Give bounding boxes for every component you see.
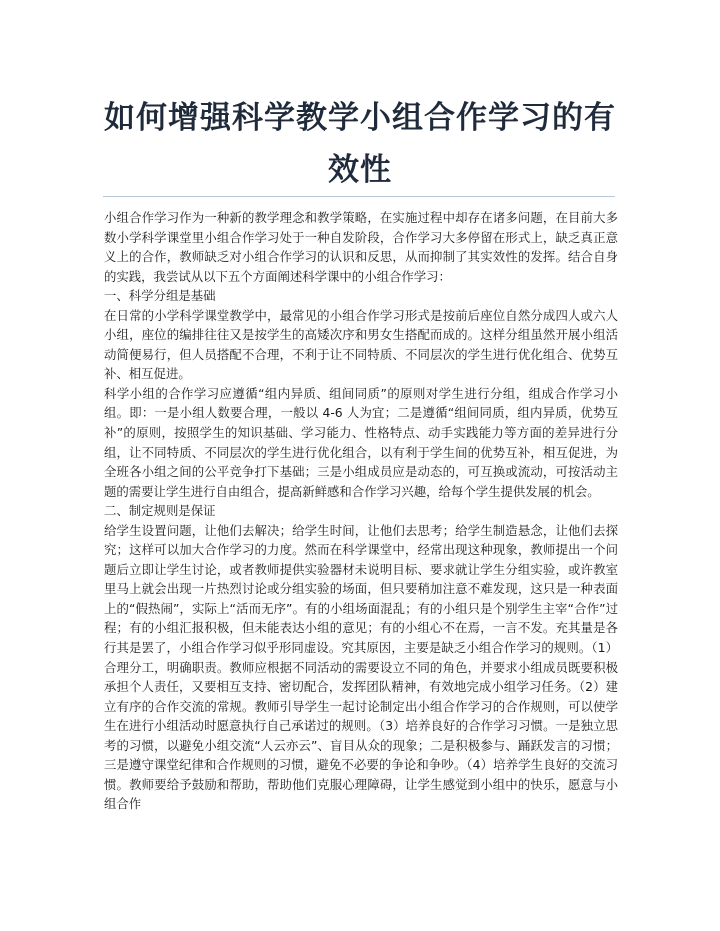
page-title	[96, 92, 624, 196]
title-line-2: 效性	[328, 152, 392, 188]
section-heading-2: 二、制定规则是保证	[104, 503, 216, 519]
title-divider	[103, 196, 615, 197]
body-paragraph: 科学小组的合作学习应遵循“组内异质、组间同质”的原则对学生进行分组，组成合作学习小组。即：一是小组人数要合理，一般以 4-6 人为宜；二是遵循“组间同质，组内异质，优势互补”的原则，按照学生的知识基础、学习能力、性格特点、动手实践能力等方面的差异进行分组，让不同特质、不同层次的学生进行优化组合，以有利于学生间的优势互补，相互促进，为全班各小组之间的公平竞争打下基础；三是小组成员应是动态的，可互换或流动，可按活动主题的需要让学生进行自由组合，提高新鲜感和合作学习兴趣，给每个学生提供发展的机会。	[104, 385, 618, 499]
section-heading-1: 一、科学分组是基础	[104, 288, 216, 304]
body-paragraph: 在日常的小学科学课堂教学中，最常见的小组合作学习形式是按前后座位自然分成四人或六人小组，座位的编排往往又是按学生的高矮次序和男女生搭配而成的。这样分组虽然开展小组活动简便易行，但人员搭配不合理，不利于让不同特质、不同层次的学生进行优化组合、优势互补、相互促进。	[104, 307, 618, 382]
intro-paragraph: 小组合作学习作为一种新的教学理念和教学策略，在实施过程中却存在诸多问题，在目前大多数小学科学课堂里小组合作学习处于一种自发阶段，合作学习大多停留在形式上，缺乏真正意义上的合作，教师缺乏对小组合作学习的认识和反思，从而抑制了其实效性的发挥。结合自身的实践，我尝试从以下五个方面阐述科学课中的小组合作学习：	[104, 210, 618, 284]
title-line-1: 如何增强科学教学小组合作学习的有	[104, 100, 616, 136]
body-paragraph: 给学生设置问题，让他们去解决；给学生时间，让他们去思考；给学生制造悬念，让他们去探究；这样可以加大合作学习的力度。然而在科学课堂中，经常出现这种现象，教师提出一个问题后立即让学生讨论，或者教师提供实验器材未说明目标、要求就让学生分组实验，或许教室里马上就会出现一片热烈讨论或分组实验的场面，但只要稍加注意不难发现，这只是一种表面上的“假热闹”，实际上“活而无序”。有的小组场面混乱；有的小组只是个别学生主宰“合作”过程；有的小组汇报积极，但未能表达小组的意见；有的小组心不在焉，一言不发。充其量是各行其是罢了，小组合作学习似乎形同虚设。究其原因，主要是缺乏小组合作学习的规则。（1）合理分工，明确职责。教师应根据不同活动的需要设立不同的角色，并要求小组成员既要积极承担个人责任，又要相互支持、密切配合，发挥团队精神，有效地完成小组学习任务。（2）建立有序的合作交流的常规。教师引导学生一起讨论制定出小组合作学习的合作规则，可以使学生在进行小组活动时愿意执行自己承诺过的规则。（3）培养良好的合作学习习惯。一是独立思考的习惯，以避免小组交流“人云亦云”、盲目从众的现象；二是积极参与、踊跃发言的习惯；三是遵守课堂纪律和合作规则的习惯，避免不必要的争论和争吵。（4）培养学生良好的交流习惯。教师要给予鼓励和帮助，帮助他们克服心理障碍，让学生感觉到小组中的快乐，愿意与小组合作	[104, 522, 618, 812]
document-body	[104, 208, 618, 814]
